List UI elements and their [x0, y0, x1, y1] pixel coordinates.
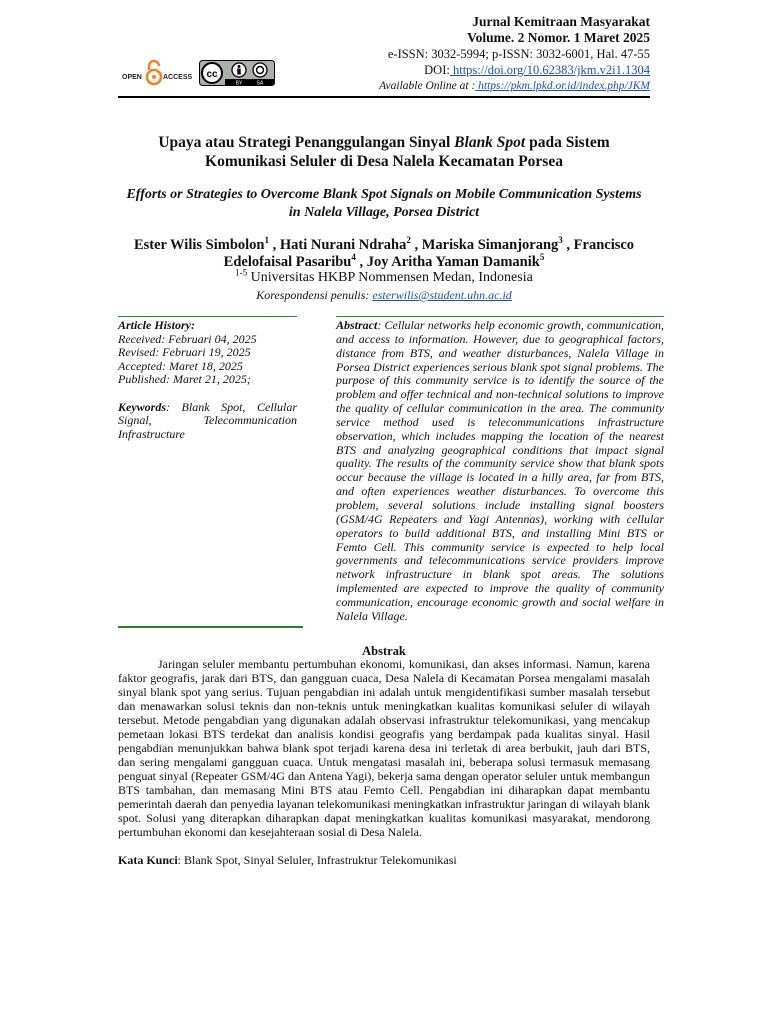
affiliation: [118, 267, 650, 286]
correspondence: [118, 288, 650, 303]
open-access-text-left: OPEN: [122, 74, 142, 81]
author-sup: 3: [558, 235, 563, 246]
abstract-english: [336, 316, 664, 624]
by-person-icon: [232, 63, 246, 77]
header-divider: [118, 96, 650, 98]
affiliation-text: Universitas HKBP Nommensen Medan, Indonesia: [247, 270, 533, 285]
author-name: Hati Nurani Ndraha: [279, 237, 407, 253]
history-published: Published: Maret 21, 2025;: [118, 372, 251, 386]
info-divider: [118, 316, 297, 317]
doi-link[interactable]: https://doi.org/10.62383/jkm.v2i1.1304: [449, 63, 650, 77]
kata-kunci-text: : Blank Spot, Sinyal Seluler, Infrastruktur Telekomunikasi: [177, 853, 457, 867]
title-italic: Blank Spot: [454, 134, 526, 151]
keywords-label: Keywords: [118, 399, 166, 414]
author-name: Mariska Simanjorang: [421, 237, 559, 253]
abstract-divider: [336, 316, 664, 317]
open-access-text-right: ACCESS: [163, 74, 193, 81]
online-label: Available Online at :: [379, 80, 476, 92]
keywords-en: [118, 401, 297, 442]
cc-by-label: BY: [235, 80, 243, 86]
article-info-column: [118, 316, 297, 441]
online-link[interactable]: https://pkm.lpkd.or.id/index.php/JKM: [475, 80, 650, 92]
abstract-text: : Cellular networks help economic growth, communication, and access to information. However, due to geographical factors, distance from BTS, and weather disturbances, Nalela Village in Porsea District experiences serious blank spot signal problems. The purpose of this community service is to identify the source of the problem and offer technical and non-technical solutions to improve the quality of cellular communication in the area. The community service method used is telecommunications infrastructure observation, which includes mapping the location of the nearest BTS and analyzing geographical conditions that impact signal quality. The results of the community service show that blank spots occur because the village is located in a hilly area, far from BTS, and often experiences weather disturbances. To overcome this problem, several solutions include installing signal boosters (GSM/4G Repeaters and Yagi Antennas), working with cellular operators to build additional BTS, and installing Mini BTS or Femto Cell. This community service is expected to help local governments and telecommunications service providers improve network infrastructure in blank spot areas. The solutions implemented are expected to improve the quality of community communication, encourage economic growth and social welfare in Nalela Village.: [336, 318, 664, 623]
journal-online: [379, 78, 650, 94]
author-list: Ester Wilis Simbolon$^1$ , Hati Nurani Ndraha$^2$ , Mariska Simanjorang$^3$ , Francisco Edelofaisal Pasaribu$^4$ , Joy Aritha Yaman Damanik$^5$: [133, 235, 635, 270]
journal-header: [379, 14, 650, 94]
history-heading: Article History:: [118, 318, 195, 332]
correspondence-label: Korespondensi penulis:: [256, 288, 373, 302]
author-sup: 5: [539, 252, 545, 263]
paper-title: [118, 133, 650, 171]
history-revised: Revised: Februari 19, 2025: [118, 345, 251, 359]
affiliation-sup: 1-5: [235, 267, 248, 278]
open-access-icon: [147, 61, 161, 84]
author-sup: 2: [406, 235, 411, 246]
author-sup: 1: [264, 235, 269, 246]
abstrak-body: Jaringan seluler membantu pertumbuhan ekonomi, komunikasi, dan akses informasi. Namun, karena faktor geografis, jarak dari BTS, dan gangguan cuaca, Desa Nalela di Kecamatan Porsea mengalami masalah sinyal blank spot yang serius. Tujuan pengabdian ini adalah untuk mengidentifikasi sumber masalah tersebut dan menawarkan solusi teknis dan non-teknis untuk meningkatkan kualitas komunikasi seluler di wilayah tersebut. Metode pengabdian yang digunakan adalah observasi infrastruktur telekomunikasi, yang mencakup pemetaan lokasi BTS terdekat dan analisis kondisi geografis yang berdampak pada kualitas sinyal. Hasil pengabdian menunjukkan bahwa blank spot terjadi karena desa ini terletak di area berbukit, jauh dari BTS, dan sering mengalami gangguan cuaca. Untuk mengatasi masalah ini, beberapa solusi termasuk memasang penguat sinyal (Repeater GSM/4G dan Antena Yagi), bekerja sama dengan operator seluler untuk membangun BTS tambahan, dan memasang Mini BTS atau Femto Cell. Pengabdian ini diharapkan dapat membantu pemerintah daerah dan penyedia layanan telekomunikasi meningkatkan infrastruktur jaringan di wilayah blank spot. Solusi yang diterapkan diharapkan dapat meningkatkan kualitas komunikasi masyarakat, mendorong pertumbuhan ekonomi dan kesejahteraan sosial di Desa Nalela.: [118, 657, 650, 839]
journal-issn: e-ISSN: 3032-5994; p-ISSN: 3032-6001, Hal. 47-55: [387, 47, 650, 61]
kata-kunci-label: Kata Kunci: [118, 853, 178, 867]
correspondence-email[interactable]: esterwilis@student.uhn.ac.id: [372, 288, 512, 302]
history-received: Received: Februari 04, 2025: [118, 331, 257, 346]
title-en-line1: Efforts or Strategies to Overcome Blank Spot Signals on Mobile Communication Systems: [126, 187, 642, 202]
title-en-line2: in Nalela Village, Porsea District: [288, 205, 480, 220]
journal-doi: [379, 62, 650, 78]
sa-share-alike-icon: [253, 63, 267, 77]
keywords-text: : Blank Spot, Cellular Signal, Telecommunication Infrastructure: [118, 399, 297, 441]
section-divider: [118, 626, 303, 628]
author-name: Ester Wilis Simbolon: [133, 237, 265, 253]
author-name: Joy Aritha Yaman Damanik: [366, 254, 540, 270]
kata-kunci: [118, 853, 650, 868]
author-sup: 4: [351, 252, 356, 263]
journal-volume: Volume. 2 Nomor. 1 Maret 2025: [467, 30, 650, 45]
history-accepted: Accepted: Maret 18, 2025: [118, 358, 243, 373]
journal-name: Jurnal Kemitraan Masyarakat: [472, 14, 650, 29]
title-part1: Upaya atau Strategi Penanggulangan Sinyal: [158, 134, 455, 151]
cc-by-sa-license-icon: [199, 60, 275, 86]
title-part2: pada Sistem Komunikasi Seluler di Desa Nalela Kecamatan Porsea: [205, 134, 610, 170]
cc-sa-label: SA: [256, 80, 264, 86]
cc-text: cc: [206, 69, 218, 80]
abstrak-heading: Abstrak: [362, 644, 406, 658]
doi-label: DOI:: [424, 63, 450, 77]
open-access-logo: [118, 58, 194, 88]
paper-title-english: [118, 186, 650, 222]
abstract-label: Abstract: [336, 318, 378, 332]
author-name: Francisco Edelofaisal Pasaribu: [223, 237, 635, 270]
